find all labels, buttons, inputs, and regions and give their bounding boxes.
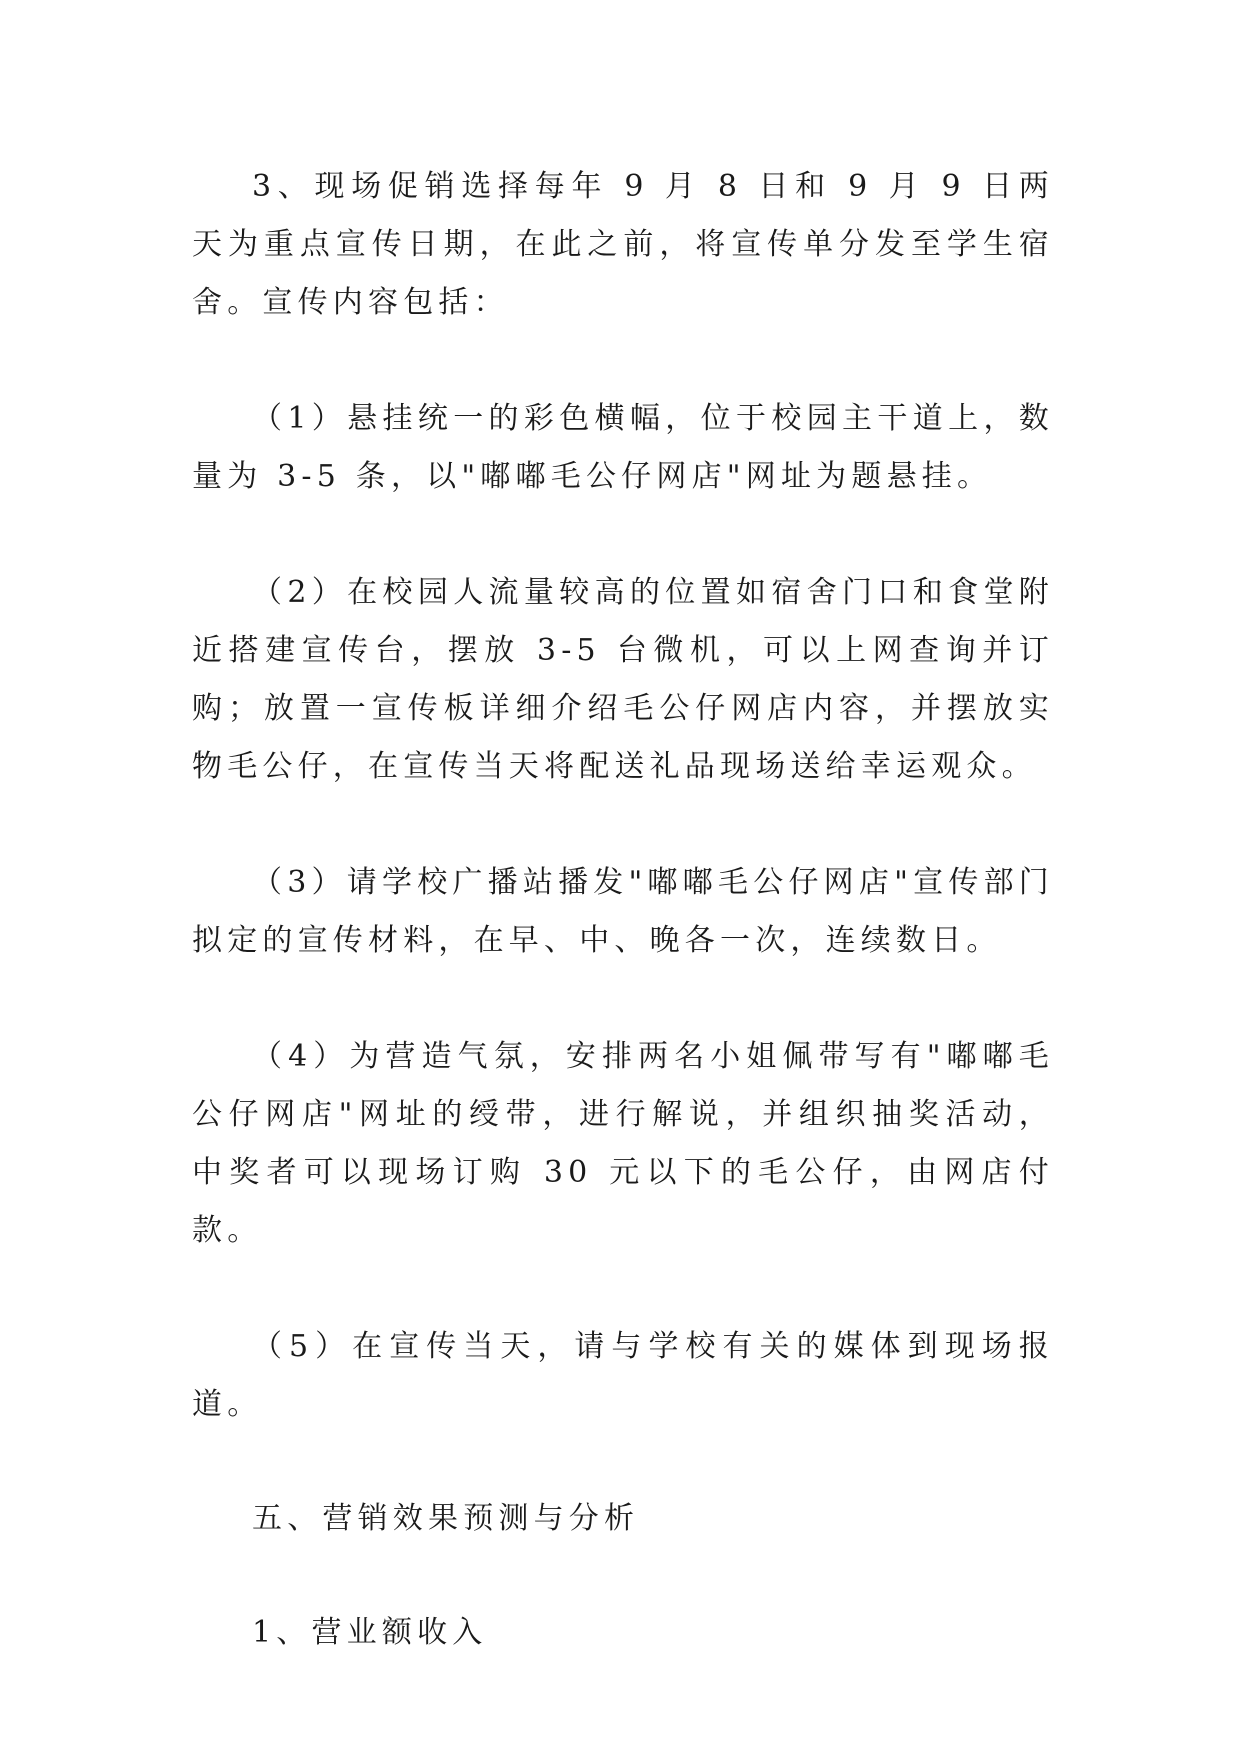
paragraph-item-1-banners: （1）悬挂统一的彩色横幅，位于校园主干道上，数量为 3-5 条，以"嘟嘟毛公仔网店"网址为题悬挂。 [192,401,1054,494]
paragraph-item-3-broadcast: （3）请学校广播站播发"嘟嘟毛公仔网店"宣传部门拟定的宣传材料，在早、中、晚各一次，连续数日。 [192,865,1054,958]
paragraph-item-5-media: （5）在宣传当天，请与学校有关的媒体到现场报道。 [192,1329,1054,1422]
paragraph-onsite-promotion: 3、现场促销选择每年 9 月 8 日和 9 月 9 日两天为重点宣传日期，在此之前，将宣传单分发至学生宿舍。宣传内容包括： [192,169,1054,320]
paragraph-item-4-atmosphere: （4）为营造气氛，安排两名小姐佩带写有"嘟嘟毛公仔网店"网址的绶带，进行解说，并组织抽奖活动，中奖者可以现场订购 30 元以下的毛公仔，由网店付款。 [192,1039,1054,1248]
subsection-heading-revenue: 1、营业额收入 [252,1615,488,1650]
section-heading-forecast: 五、营销效果预测与分析 [252,1501,640,1536]
paragraph-item-2-booth: （2）在校园人流量较高的位置如宿舍门口和食堂附近搭建宣传台，摆放 3-5 台微机，可以上网查询并订购；放置一宣传板详细介绍毛公仔网店内容，并摆放实物毛公仔，在宣传当天将配送礼品现场送给幸运观众。 [192,575,1054,784]
document-body [192,158,1054,1662]
